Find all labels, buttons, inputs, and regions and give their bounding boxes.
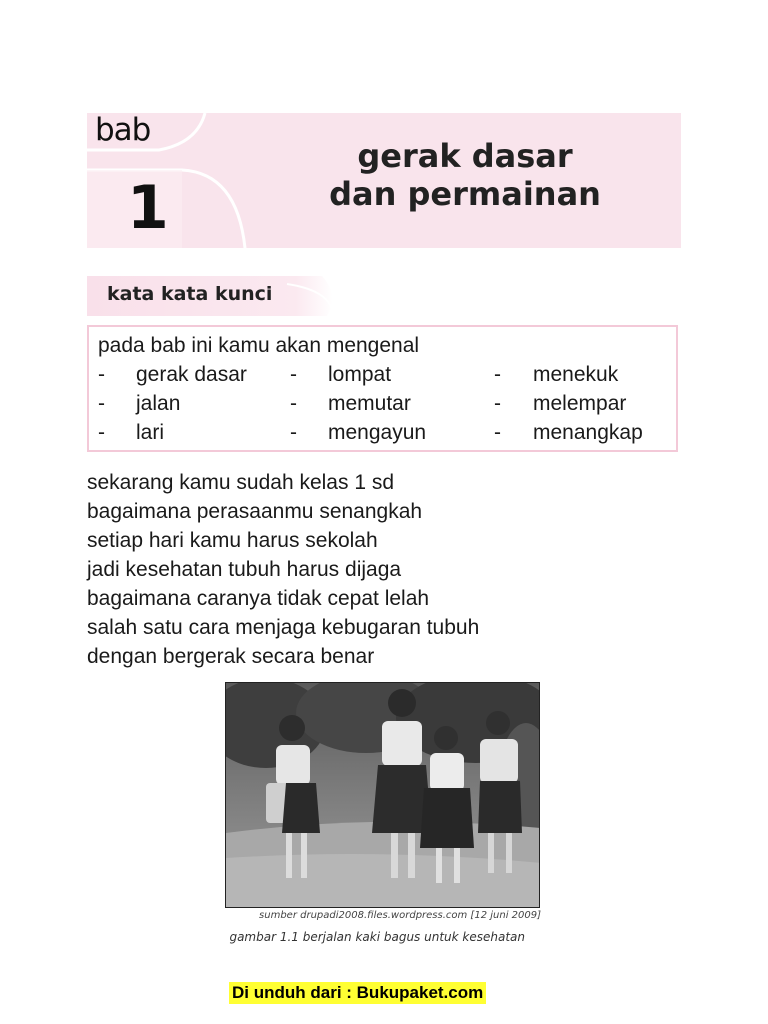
body-line: dengan bergerak secara benar (87, 645, 375, 668)
keyword-item: menekuk (533, 363, 619, 386)
chapter-label: bab (95, 112, 151, 148)
body-line: salah satu cara menjaga kebugaran tubuh (87, 616, 480, 639)
keywords-heading: kata kata kunci (107, 283, 273, 305)
chapter-title-line1: gerak dasar (357, 137, 573, 175)
keyword-item: melempar (533, 392, 627, 415)
list-dash: - (290, 421, 297, 444)
keyword-item: jalan (136, 392, 181, 415)
list-dash: - (98, 363, 105, 386)
keyword-item: menangkap (533, 421, 643, 444)
body-line: bagaimana caranya tidak cepat lelah (87, 587, 430, 610)
download-source-banner: Di unduh dari : Bukupaket.com (229, 982, 486, 1004)
keyword-item: gerak dasar (136, 363, 247, 386)
keyword-item: lompat (328, 363, 392, 386)
photo-source: sumber drupadi2008.files.wordpress.com [12 juni 2009] (259, 910, 541, 921)
keywords-intro: pada bab ini kamu akan mengenal (98, 334, 420, 357)
photo-children-walking (225, 682, 540, 908)
list-dash: - (494, 392, 501, 415)
chapter-number: 1 (127, 173, 169, 243)
body-paragraph (87, 468, 479, 671)
body-line: jadi kesehatan tubuh harus dijaga (87, 558, 402, 581)
chapter-title-line2: dan permainan (329, 175, 601, 213)
body-line: bagaimana perasaanmu senangkah (87, 500, 423, 523)
chapter-title (300, 137, 630, 213)
body-line: sekarang kamu sudah kelas 1 sd (87, 471, 395, 494)
photo-illustration (226, 683, 540, 908)
keyword-item: mengayun (328, 421, 427, 444)
keyword-item: memutar (328, 392, 411, 415)
photo-caption: gambar 1.1 berjalan kaki bagus untuk kesehatan (229, 930, 525, 944)
keyword-item: lari (136, 421, 165, 444)
list-dash: - (98, 392, 105, 415)
list-dash: - (98, 421, 105, 444)
list-dash: - (494, 363, 501, 386)
list-dash: - (290, 363, 297, 386)
list-dash: - (290, 392, 297, 415)
body-line: setiap hari kamu harus sekolah (87, 529, 378, 552)
list-dash: - (494, 421, 501, 444)
